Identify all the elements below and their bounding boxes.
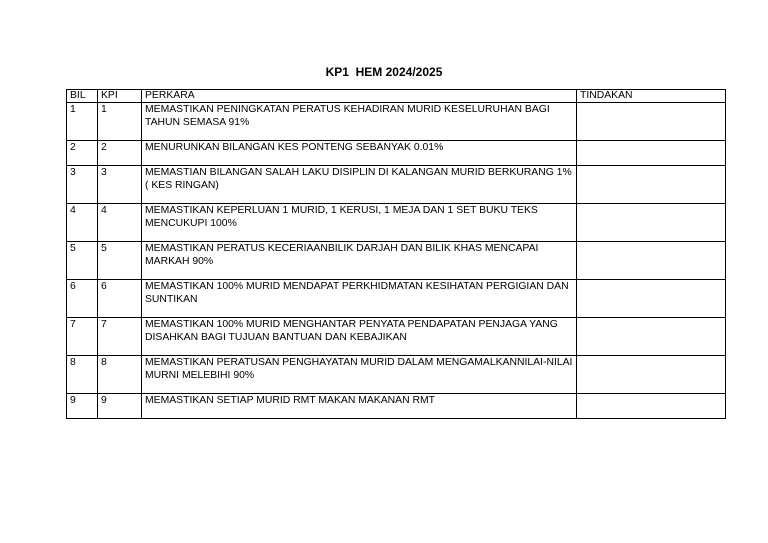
- cell-bil: 1: [67, 103, 98, 141]
- table-row: [67, 242, 726, 280]
- cell-kpi: 4: [98, 204, 142, 242]
- table-header-row: [67, 90, 726, 103]
- cell-bil: 8: [67, 356, 98, 394]
- header-perkara: PERKARA: [142, 90, 577, 103]
- cell-kpi: 5: [98, 242, 142, 280]
- cell-bil: 4: [67, 204, 98, 242]
- cell-perkara: MEMASTIKAN 100% MURID MENDAPAT PERKHIDMATAN KESIHATAN PERGIGIAN DAN SUNTIKAN: [142, 280, 577, 318]
- cell-bil: 2: [67, 141, 98, 166]
- document-title: KP1 HEM 2024/2025: [325, 65, 443, 79]
- table-row: [67, 204, 726, 242]
- cell-kpi: 1: [98, 103, 142, 141]
- cell-tindakan: [577, 141, 726, 166]
- cell-kpi: 3: [98, 166, 142, 204]
- table-row: [67, 280, 726, 318]
- cell-bil: 7: [67, 318, 98, 356]
- table-row: [67, 141, 726, 166]
- cell-perkara: MEMASTIKAN PENINGKATAN PERATUS KEHADIRAN MURID KESELURUHAN BAGI TAHUN SEMASA 91%: [142, 103, 577, 141]
- table-row: [67, 394, 726, 419]
- cell-kpi: 2: [98, 141, 142, 166]
- cell-bil: 9: [67, 394, 98, 419]
- cell-bil: 5: [67, 242, 98, 280]
- cell-tindakan: [577, 280, 726, 318]
- cell-perkara: MEMASTIKAN PERATUS KECERIAANBILIK DARJAH DAN BILIK KHAS MENCAPAI MARKAH 90%: [142, 242, 577, 280]
- cell-tindakan: [577, 394, 726, 419]
- cell-perkara: MEMASTIKAN SETIAP MURID RMT MAKAN MAKANAN RMT: [142, 394, 577, 419]
- kpi-table: [66, 89, 726, 419]
- cell-tindakan: [577, 103, 726, 141]
- cell-tindakan: [577, 318, 726, 356]
- cell-tindakan: [577, 166, 726, 204]
- cell-perkara: MEMASTIKAN 100% MURID MENGHANTAR PENYATA PENDAPATAN PENJAGA YANG DISAHKAN BAGI TUJUAN BANTUAN DAN KEBAJIKAN: [142, 318, 577, 356]
- cell-tindakan: [577, 242, 726, 280]
- cell-kpi: 7: [98, 318, 142, 356]
- cell-perkara: MEMASTIAN BILANGAN SALAH LAKU DISIPLIN DI KALANGAN MURID BERKURANG 1% ( KES RINGAN): [142, 166, 577, 204]
- cell-perkara: MEMASTIKAN KEPERLUAN 1 MURID, 1 KERUSI, 1 MEJA DAN 1 SET BUKU TEKS MENCUKUPI 100%: [142, 204, 577, 242]
- cell-perkara: MENURUNKAN BILANGAN KES PONTENG SEBANYAK 0.01%: [142, 141, 577, 166]
- header-tindakan: TINDAKAN: [577, 90, 726, 103]
- header-kpi: KPI: [98, 90, 142, 103]
- cell-kpi: 9: [98, 394, 142, 419]
- table-row: [67, 166, 726, 204]
- cell-tindakan: [577, 204, 726, 242]
- cell-kpi: 8: [98, 356, 142, 394]
- cell-tindakan: [577, 356, 726, 394]
- table-row: [67, 318, 726, 356]
- table-row: [67, 103, 726, 141]
- cell-perkara: MEMASTIKAN PERATUSAN PENGHAYATAN MURID DALAM MENGAMALKANNILAI-NILAI MURNI MELEBIHI 90%: [142, 356, 577, 394]
- cell-kpi: 6: [98, 280, 142, 318]
- cell-bil: 6: [67, 280, 98, 318]
- header-bil: BIL: [67, 90, 98, 103]
- table-row: [67, 356, 726, 394]
- cell-bil: 3: [67, 166, 98, 204]
